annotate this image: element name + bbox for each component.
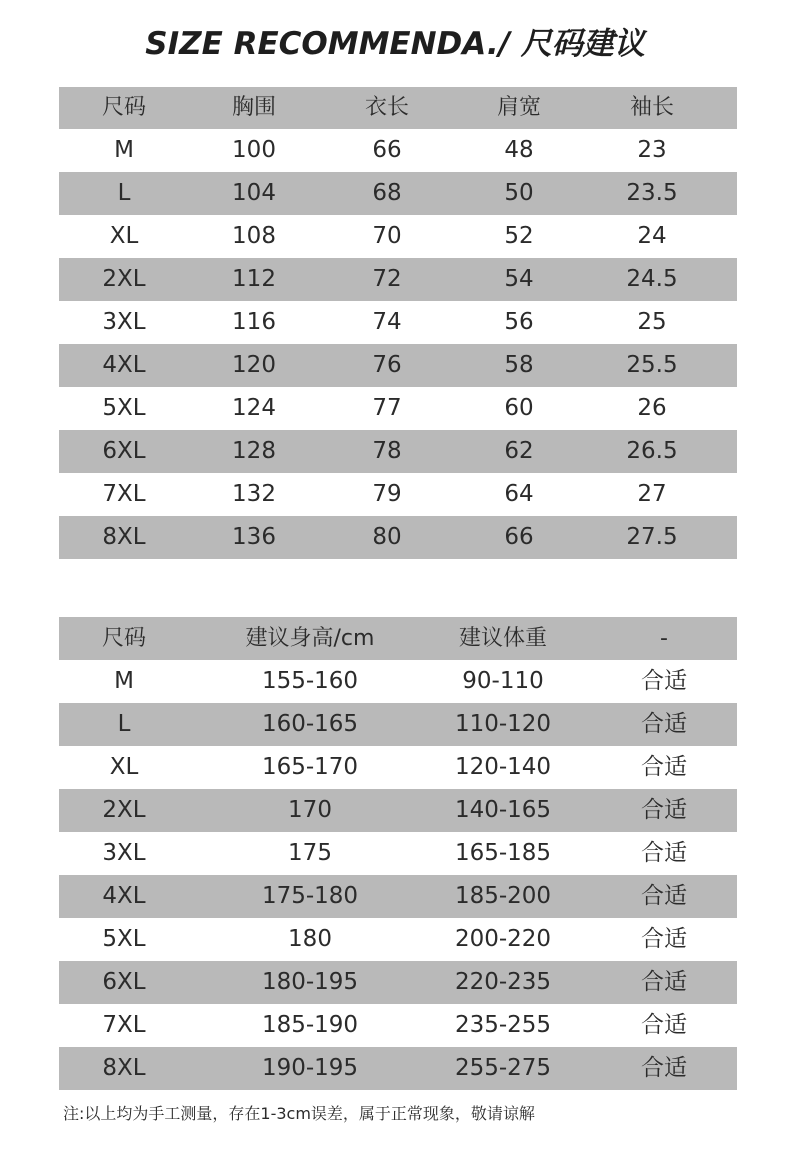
- table-row: [59, 344, 737, 387]
- cell-chest: 124: [232, 395, 276, 421]
- cell-sleeve: 24: [637, 223, 667, 249]
- table-row: [59, 1004, 737, 1047]
- cell-size: 8XL: [102, 1055, 146, 1081]
- cell-size: XL: [109, 223, 139, 249]
- table-row: [59, 746, 737, 789]
- cell-size: 3XL: [102, 840, 146, 866]
- header-length: 衣长: [364, 95, 409, 120]
- cell-chest: 136: [232, 524, 276, 550]
- cell-sleeve: 27.5: [626, 524, 678, 550]
- table-row: [59, 961, 737, 1004]
- cell-height: 175-180: [261, 883, 359, 909]
- size-measurement-table: [59, 87, 737, 559]
- cell-size: 4XL: [102, 883, 146, 909]
- cell-size: 8XL: [102, 524, 146, 550]
- cell-shoulder: 66: [504, 524, 534, 550]
- table-row: [59, 918, 737, 961]
- cell-length: 66: [372, 137, 402, 163]
- cell-sleeve: 26: [637, 395, 667, 421]
- cell-fit: 合适: [641, 1012, 687, 1038]
- header-sleeve: 袖长: [629, 95, 674, 120]
- cell-chest: 132: [232, 481, 276, 507]
- size-recommendation-table: [59, 617, 737, 1090]
- table-row: [59, 875, 737, 918]
- cell-chest: 116: [232, 309, 276, 335]
- table-row: [59, 789, 737, 832]
- cell-shoulder: 64: [504, 481, 534, 507]
- cell-sleeve: 27: [637, 481, 667, 507]
- cell-chest: 120: [232, 352, 276, 378]
- header-shoulder: 肩宽: [496, 95, 541, 120]
- cell-fit: 合适: [641, 840, 687, 866]
- cell-size: M: [114, 137, 134, 163]
- table-row: [59, 258, 737, 301]
- cell-fit: 合适: [641, 711, 687, 737]
- header-height: 建议身高/cm: [245, 626, 375, 651]
- cell-height: 175: [288, 840, 332, 866]
- cell-shoulder: 52: [504, 223, 534, 249]
- header-size: 尺码: [101, 626, 146, 651]
- cell-length: 76: [372, 352, 402, 378]
- table-header-row: [59, 617, 737, 660]
- cell-size: 2XL: [102, 797, 146, 823]
- cell-size: 6XL: [102, 438, 146, 464]
- cell-chest: 108: [232, 223, 276, 249]
- cell-sleeve: 25.5: [626, 352, 678, 378]
- cell-weight: 165-185: [454, 840, 552, 866]
- cell-height: 190-195: [261, 1055, 359, 1081]
- table-row: [59, 387, 737, 430]
- header-size: 尺码: [101, 95, 146, 120]
- cell-size: 3XL: [102, 309, 146, 335]
- cell-size: L: [117, 711, 131, 737]
- cell-shoulder: 58: [504, 352, 534, 378]
- cell-sleeve: 26.5: [626, 438, 678, 464]
- cell-chest: 104: [232, 180, 276, 206]
- cell-shoulder: 50: [504, 180, 534, 206]
- table-header-row: [59, 87, 737, 129]
- cell-shoulder: 54: [504, 266, 534, 292]
- cell-height: 185-190: [261, 1012, 359, 1038]
- cell-weight: 140-165: [454, 797, 552, 823]
- cell-height: 180: [288, 926, 332, 952]
- cell-chest: 112: [232, 266, 276, 292]
- cell-weight: 185-200: [454, 883, 552, 909]
- cell-weight: 200-220: [454, 926, 552, 952]
- cell-height: 160-165: [261, 711, 359, 737]
- cell-height: 170: [288, 797, 332, 823]
- cell-sleeve: 23: [637, 137, 667, 163]
- cell-weight: 220-235: [454, 969, 552, 995]
- table-row: [59, 215, 737, 258]
- cell-size: L: [117, 180, 131, 206]
- measurement-note: 注:以上均为手工测量，存在1-3cm误差，属于正常现象，敬请谅解: [63, 1104, 535, 1123]
- cell-size: 7XL: [102, 481, 146, 507]
- cell-height: 155-160: [261, 668, 359, 694]
- table-row: [59, 473, 737, 516]
- cell-fit: 合适: [641, 1055, 687, 1081]
- cell-length: 68: [372, 180, 402, 206]
- header-fit: -: [660, 626, 668, 651]
- cell-sleeve: 23.5: [626, 180, 678, 206]
- cell-length: 74: [372, 309, 402, 335]
- cell-size: 7XL: [102, 1012, 146, 1038]
- cell-shoulder: 62: [504, 438, 534, 464]
- table-row: [59, 1047, 737, 1090]
- cell-length: 78: [372, 438, 402, 464]
- cell-weight: 120-140: [454, 754, 552, 780]
- cell-weight: 90-110: [462, 668, 544, 694]
- cell-weight: 110-120: [454, 711, 552, 737]
- cell-shoulder: 60: [504, 395, 534, 421]
- header-weight: 建议体重: [458, 626, 547, 651]
- cell-length: 80: [372, 524, 402, 550]
- cell-size: XL: [109, 754, 139, 780]
- table-row: [59, 660, 737, 703]
- table-row: [59, 430, 737, 473]
- cell-length: 77: [372, 395, 402, 421]
- table-row: [59, 172, 737, 215]
- table-row: [59, 703, 737, 746]
- cell-length: 70: [372, 223, 402, 249]
- cell-height: 180-195: [261, 969, 359, 995]
- cell-height: 165-170: [261, 754, 359, 780]
- cell-size: 5XL: [102, 926, 146, 952]
- cell-fit: 合适: [641, 926, 687, 952]
- page-title: SIZE RECOMMENDA./ 尺码建议: [145, 26, 645, 62]
- cell-size: 4XL: [102, 352, 146, 378]
- cell-length: 79: [372, 481, 402, 507]
- cell-size: 2XL: [102, 266, 146, 292]
- cell-weight: 255-275: [454, 1055, 552, 1081]
- cell-chest: 100: [232, 137, 276, 163]
- cell-fit: 合适: [641, 797, 687, 823]
- cell-fit: 合适: [641, 969, 687, 995]
- cell-sleeve: 24.5: [626, 266, 678, 292]
- cell-shoulder: 48: [504, 137, 534, 163]
- cell-size: 5XL: [102, 395, 146, 421]
- table-row: [59, 832, 737, 875]
- cell-fit: 合适: [641, 754, 687, 780]
- cell-shoulder: 56: [504, 309, 534, 335]
- cell-weight: 235-255: [454, 1012, 552, 1038]
- cell-fit: 合适: [641, 883, 687, 909]
- cell-size: M: [114, 668, 134, 694]
- cell-length: 72: [372, 266, 402, 292]
- table-row: [59, 129, 737, 172]
- table-row: [59, 516, 737, 559]
- cell-fit: 合适: [641, 668, 687, 694]
- header-chest: 胸围: [231, 95, 276, 120]
- cell-chest: 128: [232, 438, 276, 464]
- cell-size: 6XL: [102, 969, 146, 995]
- table-row: [59, 301, 737, 344]
- cell-sleeve: 25: [637, 309, 667, 335]
